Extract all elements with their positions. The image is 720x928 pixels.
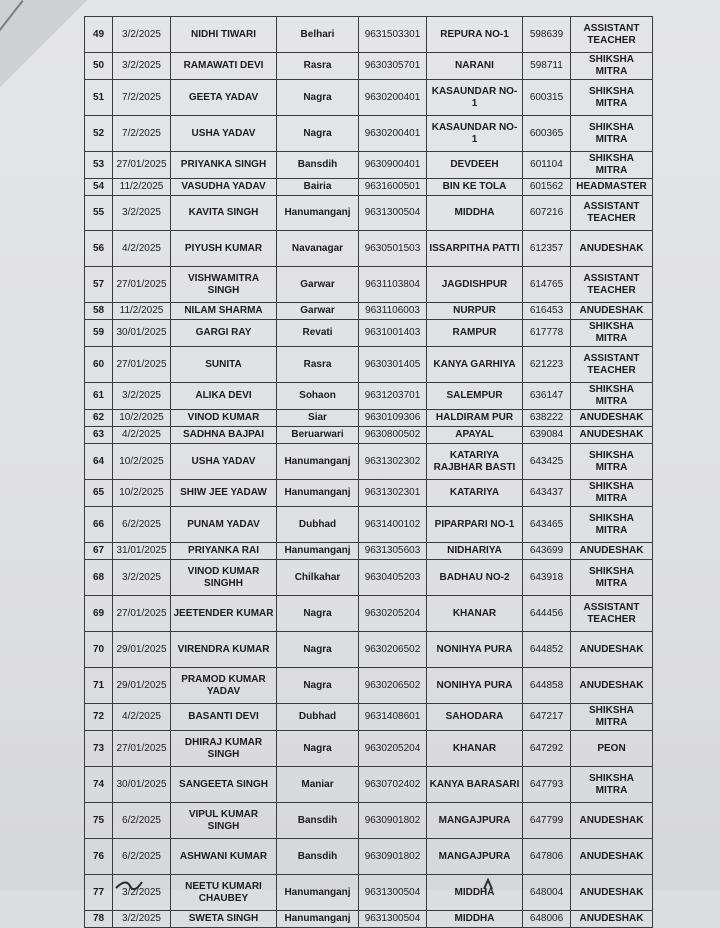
block-cell: Chilkahar [277,560,359,596]
block-cell: Garwar [277,267,359,303]
block-cell: Nagra [277,731,359,767]
table-row [85,53,653,80]
name-cell: RAMAWATI DEVI [171,53,277,80]
post-cell: SHIKSHA MITRA [571,80,653,116]
code-cell: 647806 [523,839,571,875]
school-cell: KANYA GARHIYA [427,347,523,383]
block-cell: Maniar [277,767,359,803]
serial-number-cell: 49 [85,17,113,53]
date-cell: 29/01/2025 [113,668,171,704]
date-cell: 7/2/2025 [113,80,171,116]
post-cell: SHIKSHA MITRA [571,152,653,179]
post-cell: ANUDESHAK [571,803,653,839]
code-cell: 621223 [523,347,571,383]
serial-number-cell: 69 [85,596,113,632]
post-cell: ANUDESHAK [571,303,653,320]
table-row [85,196,653,231]
serial-number-cell: 78 [85,911,113,928]
block-cell: Bansdih [277,839,359,875]
school-cell: ISSARPITHA PATTI [427,231,523,267]
name-cell: PRIYANKA RAI [171,543,277,560]
name-cell: DHIRAJ KUMAR SINGH [171,731,277,767]
code-cell: 647793 [523,767,571,803]
table-row [85,320,653,347]
date-cell: 27/01/2025 [113,596,171,632]
mobile-cell: 9631203701 [359,383,427,410]
table-row [85,267,653,303]
mobile-cell: 9630900401 [359,152,427,179]
date-cell: 3/2/2025 [113,875,171,911]
school-cell: MIDDHA [427,196,523,231]
block-cell: Nagra [277,116,359,152]
name-cell: SHIW JEE YADAW [171,480,277,507]
date-cell: 6/2/2025 [113,803,171,839]
serial-number-cell: 74 [85,767,113,803]
mobile-cell: 9630301405 [359,347,427,383]
serial-number-cell: 53 [85,152,113,179]
block-cell: Sohaon [277,383,359,410]
name-cell: BASANTI DEVI [171,704,277,731]
school-cell: KASAUNDAR NO-1 [427,80,523,116]
name-cell: NEETU KUMARI CHAUBEY [171,875,277,911]
post-cell: SHIKSHA MITRA [571,507,653,543]
block-cell: Hanumanganj [277,480,359,507]
code-cell: 600315 [523,80,571,116]
table-row [85,803,653,839]
block-cell: Dubhad [277,507,359,543]
mobile-cell: 9631302302 [359,444,427,480]
table-row [85,383,653,410]
date-cell: 11/2/2025 [113,303,171,320]
table-row [85,427,653,444]
name-cell: GARGI RAY [171,320,277,347]
serial-number-cell: 71 [85,668,113,704]
code-cell: 598639 [523,17,571,53]
staff-table [84,16,653,928]
serial-number-cell: 54 [85,179,113,196]
school-cell: KHANAR [427,731,523,767]
serial-number-cell: 60 [85,347,113,383]
code-cell: 636147 [523,383,571,410]
block-cell: Beruarwari [277,427,359,444]
post-cell: ANUDESHAK [571,427,653,444]
date-cell: 4/2/2025 [113,704,171,731]
table-row [85,480,653,507]
mobile-cell: 9630702402 [359,767,427,803]
school-cell: RAMPUR [427,320,523,347]
mobile-cell: 9631305603 [359,543,427,560]
staff-table-body [85,17,653,928]
table-row [85,303,653,320]
code-cell: 614765 [523,267,571,303]
post-cell: ANUDESHAK [571,839,653,875]
date-cell: 10/2/2025 [113,480,171,507]
mobile-cell: 9631106003 [359,303,427,320]
serial-number-cell: 72 [85,704,113,731]
name-cell: JEETENDER KUMAR [171,596,277,632]
mobile-cell: 9631503301 [359,17,427,53]
block-cell: Hanumanganj [277,444,359,480]
post-cell: ASSISTANT TEACHER [571,196,653,231]
date-cell: 29/01/2025 [113,632,171,668]
name-cell: GEETA YADAV [171,80,277,116]
code-cell: 643918 [523,560,571,596]
post-cell: ASSISTANT TEACHER [571,17,653,53]
code-cell: 601562 [523,179,571,196]
mobile-cell: 9631408601 [359,704,427,731]
school-cell: KATARIYA [427,480,523,507]
code-cell: 647217 [523,704,571,731]
mobile-cell: 9630305701 [359,53,427,80]
table-row [85,231,653,267]
date-cell: 27/01/2025 [113,347,171,383]
block-cell: Bairia [277,179,359,196]
date-cell: 31/01/2025 [113,543,171,560]
table-row [85,347,653,383]
school-cell: SAHODARA [427,704,523,731]
name-cell: PIYUSH KUMAR [171,231,277,267]
name-cell: VINOD KUMAR SINGHH [171,560,277,596]
mobile-cell: 9631400102 [359,507,427,543]
serial-number-cell: 50 [85,53,113,80]
post-cell: ASSISTANT TEACHER [571,347,653,383]
date-cell: 3/2/2025 [113,53,171,80]
block-cell: Hanumanganj [277,875,359,911]
code-cell: 638222 [523,410,571,427]
block-cell: Dubhad [277,704,359,731]
name-cell: VIRENDRA KUMAR [171,632,277,668]
school-cell: MIDDHA [427,875,523,911]
name-cell: VINOD KUMAR [171,410,277,427]
code-cell: 644852 [523,632,571,668]
name-cell: PUNAM YADAV [171,507,277,543]
code-cell: 617778 [523,320,571,347]
block-cell: Belhari [277,17,359,53]
post-cell: ANUDESHAK [571,911,653,928]
table-row [85,543,653,560]
table-row [85,632,653,668]
school-cell: NARANI [427,53,523,80]
block-cell: Revati [277,320,359,347]
school-cell: NURPUR [427,303,523,320]
table-row [85,911,653,928]
code-cell: 644456 [523,596,571,632]
school-cell: MANGAJPURA [427,839,523,875]
name-cell: PRAMOD KUMAR YADAV [171,668,277,704]
name-cell: SADHNA BAJPAI [171,427,277,444]
table-row [85,875,653,911]
date-cell: 30/01/2025 [113,767,171,803]
name-cell: SANGEETA SINGH [171,767,277,803]
code-cell: 647799 [523,803,571,839]
name-cell: SWETA SINGH [171,911,277,928]
code-cell: 600365 [523,116,571,152]
date-cell: 6/2/2025 [113,839,171,875]
serial-number-cell: 73 [85,731,113,767]
name-cell: KAVITA SINGH [171,196,277,231]
code-cell: 643465 [523,507,571,543]
name-cell: VISHWAMITRA SINGH [171,267,277,303]
school-cell: JAGDISHPUR [427,267,523,303]
mobile-cell: 9630901802 [359,803,427,839]
post-cell: PEON [571,731,653,767]
post-cell: ANUDESHAK [571,231,653,267]
name-cell: SUNITA [171,347,277,383]
mobile-cell: 9631600501 [359,179,427,196]
school-cell: DEVDEEH [427,152,523,179]
table-row [85,839,653,875]
post-cell: SHIKSHA MITRA [571,480,653,507]
block-cell: Nagra [277,596,359,632]
serial-number-cell: 59 [85,320,113,347]
school-cell: NIDHARIYA [427,543,523,560]
block-cell: Nagra [277,668,359,704]
table-row [85,444,653,480]
serial-number-cell: 61 [85,383,113,410]
school-cell: NONIHYA PURA [427,632,523,668]
post-cell: HEADMASTER [571,179,653,196]
post-cell: SHIKSHA MITRA [571,320,653,347]
school-cell: KASAUNDAR NO-1 [427,116,523,152]
date-cell: 10/2/2025 [113,444,171,480]
table-row [85,668,653,704]
mobile-cell: 9630109306 [359,410,427,427]
post-cell: ASSISTANT TEACHER [571,267,653,303]
date-cell: 30/01/2025 [113,320,171,347]
table-row [85,410,653,427]
serial-number-cell: 55 [85,196,113,231]
serial-number-cell: 64 [85,444,113,480]
school-cell: SALEMPUR [427,383,523,410]
date-cell: 27/01/2025 [113,152,171,179]
name-cell: VIPUL KUMAR SINGH [171,803,277,839]
table-row [85,152,653,179]
code-cell: 598711 [523,53,571,80]
block-cell: Bansdih [277,803,359,839]
date-cell: 3/2/2025 [113,560,171,596]
date-cell: 6/2/2025 [113,507,171,543]
serial-number-cell: 57 [85,267,113,303]
block-cell: Rasra [277,53,359,80]
table-row [85,731,653,767]
mobile-cell: 9631103804 [359,267,427,303]
serial-number-cell: 75 [85,803,113,839]
mobile-cell: 9631302301 [359,480,427,507]
date-cell: 3/2/2025 [113,17,171,53]
mobile-cell: 9630205204 [359,596,427,632]
date-cell: 4/2/2025 [113,231,171,267]
serial-number-cell: 68 [85,560,113,596]
post-cell: SHIKSHA MITRA [571,116,653,152]
date-cell: 7/2/2025 [113,116,171,152]
serial-number-cell: 51 [85,80,113,116]
name-cell: ALIKA DEVI [171,383,277,410]
table-row [85,704,653,731]
post-cell: SHIKSHA MITRA [571,767,653,803]
post-cell: SHIKSHA MITRA [571,560,653,596]
school-cell: KATARIYA RAJBHAR BASTI [427,444,523,480]
mobile-cell: 9630200401 [359,80,427,116]
serial-number-cell: 63 [85,427,113,444]
serial-number-cell: 58 [85,303,113,320]
post-cell: SHIKSHA MITRA [571,383,653,410]
name-cell: ASHWANI KUMAR [171,839,277,875]
block-cell: Rasra [277,347,359,383]
serial-number-cell: 70 [85,632,113,668]
serial-number-cell: 77 [85,875,113,911]
block-cell: Hanumanganj [277,196,359,231]
mobile-cell: 9631001403 [359,320,427,347]
post-cell: ANUDESHAK [571,410,653,427]
serial-number-cell: 76 [85,839,113,875]
mobile-cell: 9631300504 [359,875,427,911]
school-cell: MANGAJPURA [427,803,523,839]
post-cell: ANUDESHAK [571,632,653,668]
mobile-cell: 9630206502 [359,632,427,668]
code-cell: 601104 [523,152,571,179]
code-cell: 639084 [523,427,571,444]
serial-number-cell: 67 [85,543,113,560]
date-cell: 3/2/2025 [113,196,171,231]
block-cell: Navanagar [277,231,359,267]
name-cell: USHA YADAV [171,116,277,152]
mobile-cell: 9630405203 [359,560,427,596]
block-cell: Hanumanganj [277,543,359,560]
date-cell: 27/01/2025 [113,731,171,767]
school-cell: PIPARPARI NO-1 [427,507,523,543]
code-cell: 643699 [523,543,571,560]
block-cell: Nagra [277,632,359,668]
date-cell: 27/01/2025 [113,267,171,303]
name-cell: NIDHI TIWARI [171,17,277,53]
name-cell: NILAM SHARMA [171,303,277,320]
code-cell: 607216 [523,196,571,231]
mobile-cell: 9630501503 [359,231,427,267]
table-row [85,767,653,803]
block-cell: Garwar [277,303,359,320]
serial-number-cell: 62 [85,410,113,427]
serial-number-cell: 56 [85,231,113,267]
block-cell: Nagra [277,80,359,116]
post-cell: SHIKSHA MITRA [571,53,653,80]
block-cell: Siar [277,410,359,427]
serial-number-cell: 66 [85,507,113,543]
serial-number-cell: 52 [85,116,113,152]
mobile-cell: 9630205204 [359,731,427,767]
code-cell: 644858 [523,668,571,704]
mobile-cell: 9630901802 [359,839,427,875]
code-cell: 612357 [523,231,571,267]
post-cell: ASSISTANT TEACHER [571,596,653,632]
table-row [85,80,653,116]
school-cell: BIN KE TOLA [427,179,523,196]
school-cell: MIDDHA [427,911,523,928]
post-cell: ANUDESHAK [571,875,653,911]
post-cell: SHIKSHA MITRA [571,444,653,480]
table-row [85,596,653,632]
school-cell: NONIHYA PURA [427,668,523,704]
mobile-cell: 9631300504 [359,911,427,928]
school-cell: BADHAU NO-2 [427,560,523,596]
block-cell: Hanumanganj [277,911,359,928]
mobile-cell: 9630800502 [359,427,427,444]
date-cell: 4/2/2025 [113,427,171,444]
school-cell: KANYA BARASARI [427,767,523,803]
table-row [85,116,653,152]
post-cell: ANUDESHAK [571,668,653,704]
school-cell: REPURA NO-1 [427,17,523,53]
code-cell: 648006 [523,911,571,928]
date-cell: 11/2/2025 [113,179,171,196]
mobile-cell: 9630206502 [359,668,427,704]
serial-number-cell: 65 [85,480,113,507]
post-cell: SHIKSHA MITRA [571,704,653,731]
name-cell: PRIYANKA SINGH [171,152,277,179]
school-cell: KHANAR [427,596,523,632]
school-cell: HALDIRAM PUR [427,410,523,427]
table-row [85,560,653,596]
signature-mark [112,876,152,890]
code-cell: 643437 [523,480,571,507]
post-cell: ANUDESHAK [571,543,653,560]
table-row [85,179,653,196]
name-cell: USHA YADAV [171,444,277,480]
table-row [85,17,653,53]
code-cell: 616453 [523,303,571,320]
mobile-cell: 9631300504 [359,196,427,231]
mobile-cell: 9630200401 [359,116,427,152]
signature-mark-2 [470,876,510,890]
code-cell: 643425 [523,444,571,480]
date-cell: 3/2/2025 [113,383,171,410]
school-cell: APAYAL [427,427,523,444]
code-cell: 648004 [523,875,571,911]
table-row [85,507,653,543]
code-cell: 647292 [523,731,571,767]
date-cell: 3/2/2025 [113,911,171,928]
name-cell: VASUDHA YADAV [171,179,277,196]
block-cell: Bansdih [277,152,359,179]
date-cell: 10/2/2025 [113,410,171,427]
